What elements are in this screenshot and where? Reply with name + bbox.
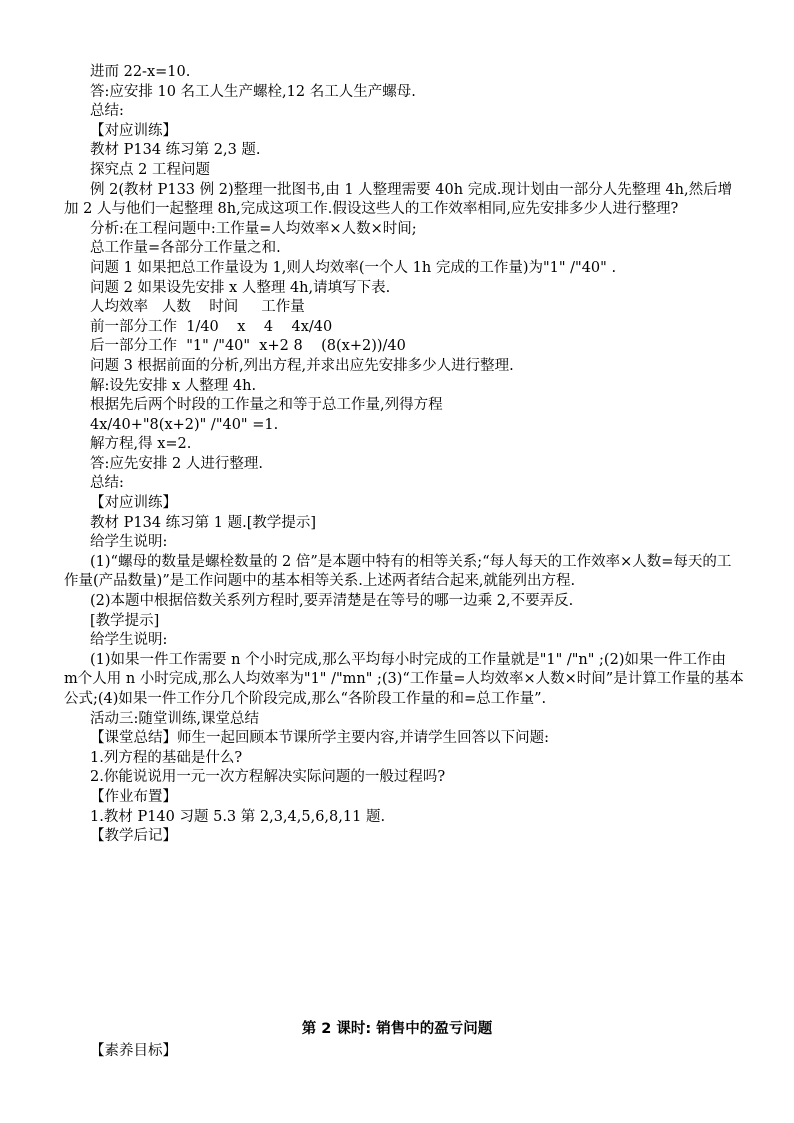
text-line: 【对应训练】 (90, 122, 177, 139)
table-row: 后一部分工作 "1" /"40" x+2 8 (8(x+2))/40 (90, 338, 406, 355)
text-line: 解方程,得 x=2. (90, 436, 192, 453)
text-line: 活动三:随堂训练,课堂总结 (90, 710, 259, 727)
text-line: 【对应训练】 (90, 495, 177, 512)
section-heading: 探究点 2 工程问题 (90, 161, 210, 178)
text-line: 2.你能说说用一元一次方程解决实际问题的一般过程吗? (90, 769, 446, 786)
text-line: 根据先后两个时段的工作量之和等于总工作量,列得方程 (90, 397, 443, 414)
table-row: 前一部分工作 1/40 x 4 4x/40 (90, 318, 333, 335)
note-paragraph: (1)如果一件工作需要 n 个小时完成,那么平均每小时完成的工作量就是"1" /"n" ;(2)如果一件工作由 m个人用 n 小时完成,那么人均效率为"1" /"mn" ;(3)“工作量=人均效率×人数×时间”是计算工作量的基本公式;(4)如果一件工作分几个阶段完成,那么“各阶段工作量的和=总工作量”. (64, 651, 744, 707)
text-line: 问题 2 如果设先安排 x 人整理 4h,请填写下表. (90, 279, 391, 296)
text-line: 给学生说明: (90, 632, 168, 649)
section-label: 【素养目标】 (90, 1043, 177, 1059)
note-paragraph: (2)本题中根据倍数关系列方程时,要弄清楚是在等号的哪一边乘 2,不要弄反. (90, 593, 574, 610)
text-line: 【作业布置】 (90, 788, 177, 805)
text-line: 1.教材 P140 习题 5.3 第 2,3,4,5,6,8,11 题. (90, 808, 386, 825)
text-line: 解:设先安排 x 人整理 4h. (90, 377, 257, 394)
table-header: 人均效率 人数 时间 工作量 (90, 299, 305, 316)
equation-line: 4x/40+"8(x+2)" /"40" =1. (90, 416, 279, 433)
text-line: 教材 P134 练习第 1 题.[教学提示] (90, 514, 317, 531)
document-body (64, 63, 744, 847)
example-paragraph: 例 2(教材 P133 例 2)整理一批图书,由 1 人整理需要 40h 完成.现计划由一部分人先整理 4h,然后增加 2 人与他们一起整理 8h,完成这项工作.假设这些人的工作效率相同,应先安排多少人进行整理? (64, 181, 733, 218)
text-line: 总工作量=各部分工作量之和. (90, 240, 281, 257)
text-line: 答:应先安排 2 人进行整理. (90, 455, 263, 472)
text-line: 分析:在工程问题中:工作量=人均效率×人数×时间; (90, 220, 417, 237)
text-line: 【教学后记】 (90, 828, 177, 845)
text-line: 教材 P134 练习第 2,3 题. (90, 142, 261, 159)
lesson-heading: 第 2 课时: 销售中的盈亏问题 (301, 1021, 493, 1037)
text-line: 总结: (90, 103, 124, 120)
text-line: 给学生说明: (90, 534, 168, 551)
text-line: 进而 22-x=10. (90, 64, 191, 80)
note-paragraph: (1)“螺母的数量是螺栓数量的 2 倍”是本题中特有的相等关系;“每人每天的工作效率×人数=每天的工作量(产品数量)”是工作问题中的基本相等关系.上述两者结合起来,就能列出方程. (64, 553, 732, 590)
text-line: 1.列方程的基础是什么? (90, 749, 243, 766)
text-line: 答:应安排 10 名工人生产螺栓,12 名工人生产螺母. (90, 83, 416, 100)
text-line: [教学提示] (90, 612, 160, 629)
text-line: 总结: (90, 475, 124, 492)
text-line: 问题 1 如果把总工作量设为 1,则人均效率(一个人 1h 完成的工作量)为"1" /"40" . (90, 259, 617, 276)
text-line: 问题 3 根据前面的分析,列出方程,并求出应先安排多少人进行整理. (90, 357, 514, 374)
text-line: 【课堂总结】师生一起回顾本节课所学主要内容,并请学生回答以下问题: (90, 730, 549, 747)
